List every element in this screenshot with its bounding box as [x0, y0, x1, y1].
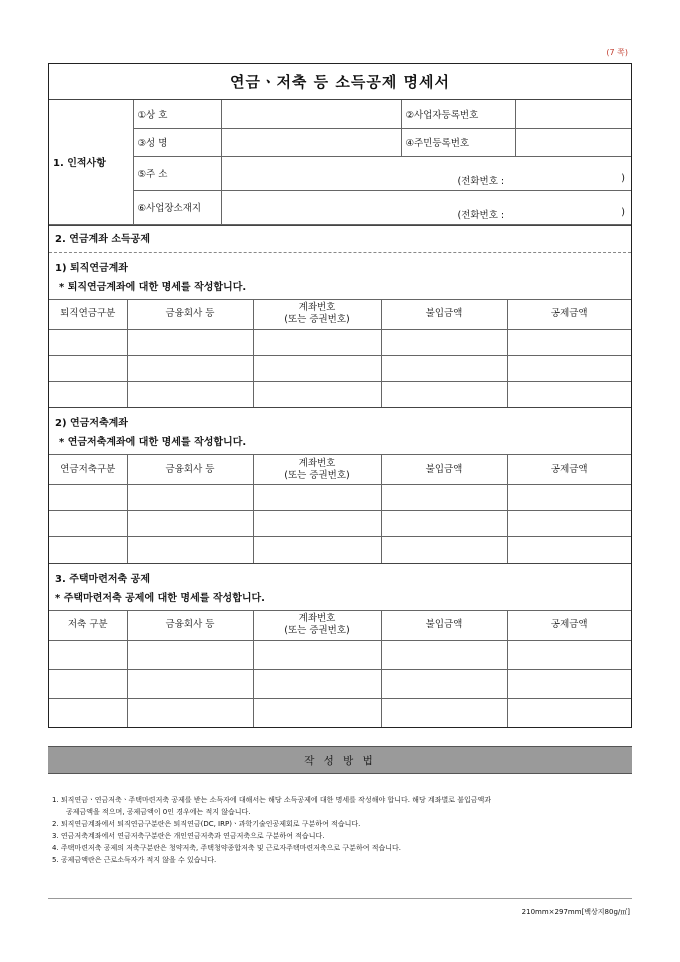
- page-number-label: (7 쪽): [606, 48, 628, 57]
- phone-label: (전화번호 :: [457, 210, 505, 221]
- address-label: ⑤주 소: [133, 156, 221, 190]
- retirement-pension-note: * 퇴직연금계좌에 대한 명세를 작성합니다.: [59, 281, 247, 293]
- address-field[interactable]: [221, 156, 631, 190]
- person-name-label: ③성 명: [133, 128, 221, 156]
- pension-savings-note: * 연금저축계좌에 대한 명세를 작성합니다.: [59, 437, 247, 448]
- col-paid: 불입금액: [381, 610, 507, 640]
- instruction-item: 1. 퇴직연금ㆍ연금저축ㆍ주택마련저축 공제를 받는 소득자에 대해서는 해당 소득공제에 대한 명세를 작성해야 합니다. 해당 계좌별로 불입금액과: [52, 796, 492, 804]
- col-type: 저축 구분: [49, 610, 127, 640]
- instruction-item: 공제금액을 적으며, 공제금액이 0인 경우에는 적지 않습니다.: [66, 808, 251, 816]
- retirement-pension-table: [49, 299, 631, 408]
- pension-savings-block: [49, 407, 631, 563]
- table-row: [49, 355, 631, 381]
- instruction-item: 2. 퇴직연금계좌에서 퇴직연금구분란은 퇴직연금(DC, IRP)ㆍ과학기술인공제회로 구분하여 적습니다.: [52, 820, 361, 828]
- col-institution: 금융회사 등: [127, 299, 253, 329]
- table-row: [49, 485, 631, 511]
- resident-no-label: ④주민등록번호: [401, 128, 515, 156]
- col-institution: 금융회사 등: [127, 455, 253, 485]
- col-deduction: 공제금액: [507, 299, 631, 329]
- retirement-pension-block: [49, 253, 631, 408]
- phone-label: (전화번호 :: [457, 176, 505, 187]
- workplace-field[interactable]: [221, 190, 631, 224]
- housing-savings-table: [49, 610, 631, 728]
- writing-method-header: 작 성 방 법: [48, 746, 632, 774]
- workplace-label: ⑥사업장소재지: [133, 190, 221, 224]
- paper-spec: 210mm×297mm[백상지80g/㎡]: [521, 908, 630, 916]
- col-type: 퇴직연금구분: [49, 299, 127, 329]
- col-institution: 금융회사 등: [127, 610, 253, 640]
- footer-divider: [48, 898, 632, 899]
- col-account: 계좌번호 (또는 증권번호): [253, 455, 381, 485]
- housing-savings-block: [49, 563, 631, 728]
- col-type: 연금저축구분: [49, 455, 127, 485]
- form-title: 연금ㆍ저축 등 소득공제 명세서: [49, 64, 631, 100]
- person-name-field[interactable]: [221, 128, 401, 156]
- phone-close: ): [621, 207, 625, 218]
- business-no-field[interactable]: [515, 100, 631, 128]
- resident-no-field[interactable]: [515, 128, 631, 156]
- table-row: [49, 329, 631, 355]
- instructions-list: [52, 794, 632, 866]
- section3-note: * 주택마련저축 공제에 대한 명세를 작성합니다.: [55, 592, 265, 604]
- instruction-item: 3. 연금저축계좌에서 연금저축구분란은 개인연금저축과 연금저축으로 구분하여 적습니다.: [52, 832, 325, 840]
- phone-close: ): [621, 173, 625, 184]
- workplace-phone: [226, 193, 628, 221]
- personal-info-table: [49, 100, 631, 225]
- deduction-form: [48, 63, 632, 728]
- address-phone: [226, 159, 628, 187]
- table-row: [49, 537, 631, 563]
- col-paid: 불입금액: [381, 455, 507, 485]
- section2-label: 2. 연금계좌 소득공제: [49, 225, 631, 253]
- col-deduction: 공제금액: [507, 455, 631, 485]
- col-account: 계좌번호 (또는 증권번호): [253, 610, 381, 640]
- section3-label: 3. 주택마련저축 공제: [55, 573, 150, 585]
- instruction-item: 5. 공제금액란은 근로소득자가 적지 않을 수 있습니다.: [52, 856, 217, 864]
- pension-savings-title: 2) 연금저축계좌: [55, 418, 128, 429]
- col-deduction: 공제금액: [507, 610, 631, 640]
- retirement-pension-title: 1) 퇴직연금계좌: [55, 262, 128, 274]
- business-no-label: ②사업자등록번호: [401, 100, 515, 128]
- company-name-label: ①상 호: [133, 100, 221, 128]
- section1-label: 1. 인적사항: [49, 100, 133, 224]
- col-account: 계좌번호 (또는 증권번호): [253, 299, 381, 329]
- table-row: [49, 381, 631, 407]
- pension-savings-table: [49, 454, 631, 563]
- instruction-item: 4. 주택마련저축 공제의 저축구분란은 청약저축, 주택청약종합저축 및 근로자주택마련저축으로 구분하여 적습니다.: [52, 844, 401, 852]
- company-name-field[interactable]: [221, 100, 401, 128]
- table-row: [49, 511, 631, 537]
- table-row: [49, 640, 631, 669]
- table-row: [49, 698, 631, 727]
- table-row: [49, 669, 631, 698]
- col-paid: 불입금액: [381, 299, 507, 329]
